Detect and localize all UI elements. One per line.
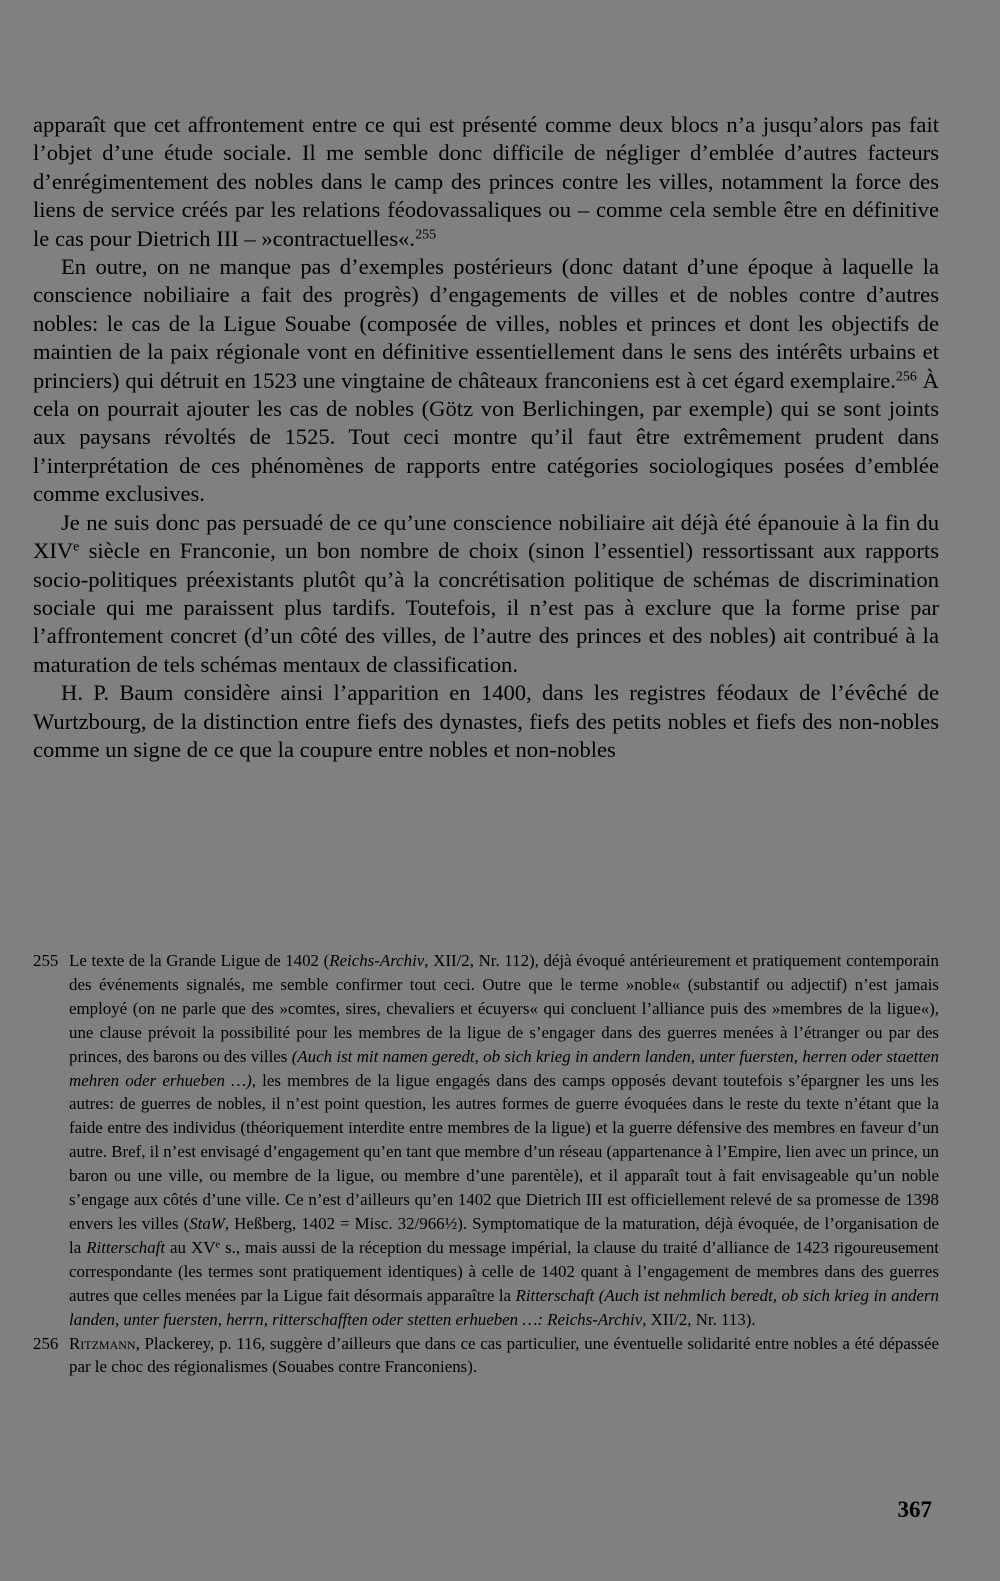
footnote-text: , Plackerey, p. 116, suggère d’ailleurs que dans ce cas particulier, une éventuelle solidarité entre nobles a été dépassée par le choc des régionalismes (Souabes contre Franconiens). [69,1333,939,1377]
footnotes [33,949,939,1379]
footnote-italic: (Auch ist mit namen geredt, ob sich krieg in andern landen, unter fuersten, herren oder staetten mehren oder erhueben …) [69,1046,939,1090]
footnote-text: s., mais aussi de la réception du message impérial, la clause du traité d’alliance de 1423 rigoureusement correspondante (les termes sont pratiquement identiques) à celle de 1402 quant à l’engagement de membres dans des guerres autres que celles menées par la Ligue fait désormais apparaître la [69,1237,939,1305]
page-number: 367 [897,1497,932,1522]
footnote-text: , Heßberg, 1402 = Misc. 32/966½). Symptomatique de la maturation, déjà évoquée, de l’organisation de la [69,1213,940,1257]
footnote-ref-255[interactable]: 255 [415,226,437,242]
footnote-256 [33,1332,939,1380]
footnote-italic: Ritterschaft (Auch ist nehmlich beredt, ob sich krieg in andern landen, unter fuersten, herrn, ritterschafften oder stetten erhueben …: Reichs-Archiv [69,1285,939,1329]
main-text [33,111,939,764]
footnote-text: , XII/2, Nr. 113). [642,1309,756,1329]
footnote-number: 255 [33,951,59,970]
footnote-number: 256 [33,1333,59,1353]
footnote-italic: Ritterschaft [86,1237,166,1257]
paragraph-text: À cela on pourrait ajouter les cas de nobles (Götz von Berlichingen, par exemple) qui se sont joints aux paysans révoltés de 1525. Tout ceci montre qu’il faut être extrêmement prudent dans l’interprétation de ces phénomènes de rapports entre catégories sociologiques posées d’emblée comme exclusives. [33,367,939,507]
paragraph-text: apparaît que cet affrontement entre ce qui est présenté comme deux blocs n’a jusqu’alors pas fait l’objet d’une étude sociale. Il me semble donc difficile de négliger d’emblée d’autres facteurs d’enrégimentement des nobles dans le camp des princes contre les villes, notamment la force des liens de service créés par les relations féodovassaliques ou – comme cela semble être en définitive le cas pour Dietrich III – »contractuelles«. [33,112,939,251]
superscript: e [215,1239,221,1251]
footnote-italic: StaW [189,1213,225,1233]
paragraph [33,253,939,509]
paragraph-text: siècle en Franconie, un bon nombre de choix (sinon l’essentiel) ressortissant aux rapports socio-politiques préexistants plutôt qu’à la concrétisation politique de schémas de discrimination sociale qui me paraissent plus tardifs. Toutefois, il n’est pas à exclure que la forme prise par l’affrontement concret (d’un côté des villes, de l’autre des princes et des nobles) ait contribué à la maturation de tels schémas mentaux de classification. [33,538,939,677]
paragraph-text: En outre, on ne manque pas d’exemples postérieurs (donc datant d’une époque à laquelle la conscience nobiliaire a fait des progrès) d’engagements de villes et de nobles contre d’autres nobles: le cas de la Ligue Souabe (composée de villes, nobles et princes et dont les objectifs de maintien de la paix régionale vont en définitive essentiellement dans le sens des intérêts urbains et princiers) qui détruit en 1523 une vingtaine de châteaux franconiens est à cet égard exemplaire. [33,254,939,393]
superscript: e [73,539,80,555]
footnote-255 [33,949,939,1332]
paragraph [33,509,939,679]
footnote-text: Le texte de la Grande Ligue de 1402 ( [69,951,330,970]
footnote-text: au XV [165,1237,216,1257]
footnote-text: , XII/2, Nr. 112), déjà évoqué antérieurement et pratiquement contemporain des événements signalés, me semble confirmer tout ceci. Outre que le terme »noble« (substantif ou adjectif) n’est jamais employé (on ne parle que des »comtes, sires, chevaliers et écuyers« qui concluent l’alliance puis des »membres de la ligue«), une clause prévoit la possibilité pour les membres de la ligue de s’engager dans des guerres menées à l’étranger ou par des princes, des barons ou des villes [69,951,939,1066]
paragraph [33,111,939,253]
paragraph-text: Je ne suis donc pas persuadé de ce qu’une conscience nobiliaire ait déjà été épanouie à la fin du XIV [33,509,939,564]
paragraph: H. P. Baum considère ainsi l’apparition en 1400, dans les registres féodaux de l’évêché de Wurtzbourg, de la distinction entre fiefs des dynastes, fiefs des petits nobles et fiefs des non-nobles comme un signe de ce que la coupure entre nobles et non-nobles [33,680,939,762]
footnote-ref-256[interactable]: 256 [895,368,917,384]
footnote-text: , les membres de la ligue engagés dans des camps opposés devant toutefois s’épargner les uns les autres: de guerres de nobles, il n’est point question, les autres formes de guerre évoquées dans le reste du texte n’étant que la faide entre des individus (théoriquement interdite entre membres de la ligue) et la guerre défensive des membres en faveur d’un autre. Bref, il n’est envisagé d’engagement qu’en tant que membre d’un réseau (appartenance à l’Empire, lien avec un prince, un baron ou une ville, ou membre de la ligue, ou membre d’une parentèle), et il apparaît tout à fait envisageable qu’un noble s’engage aux côtés d’une ville. Ce n’est d’ailleurs qu’en 1402 que Dietrich III est officiellement relevé de sa promesse de 1398 envers les villes ( [69,1070,940,1233]
footnote-author: Ritzmann [69,1333,136,1353]
footnote-italic: Reichs-Archiv [329,951,425,970]
